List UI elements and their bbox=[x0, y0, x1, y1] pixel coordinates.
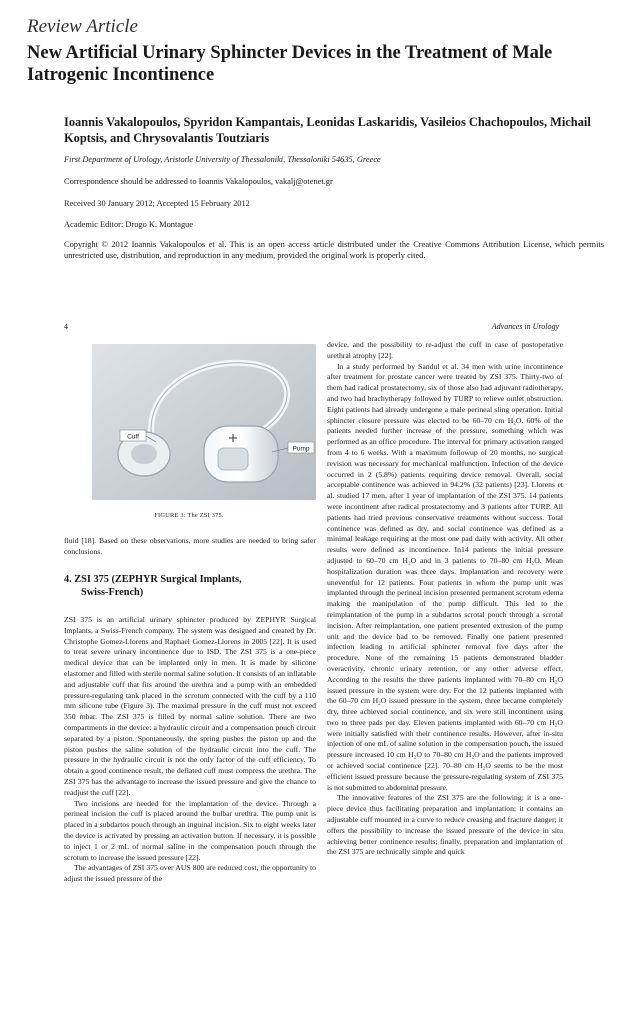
figure-caption bbox=[64, 512, 314, 519]
article-type: Review Article bbox=[27, 16, 138, 37]
left-column-body bbox=[64, 615, 316, 885]
figure-caption-label: FIGURE 3: bbox=[154, 512, 186, 519]
paragraph: ZSI 375 is an artificial urinary sphincter produced by ZEPHYR Surgical Implants, a Swiss-French company. The system was designed and created by Dr. Christophe Gomez-Llorens and Raphael Gomez-Llorens in 2005 [22]. It is used to treat severe urinary incontinence due to ISD. The ZSI 375 is a one-piece medical device that can be implanted only in men. It is made by silicone elastomer and filled with sterile normal saline solution. It consists of an inflatable and adjustable cuff that fits around the urethra and a pump with an embedded pressure-regulating tank placed in the scrotum connected with the cuff by a 110 mm silicone tube (Figure 3). The maximal pressure in the cuff must not exceed 350 mbar. The ZSI 375 is filled by normal saline solution. There are two compartments in the device: a hydraulic circuit and a compensation pouch circuit separated by a piston. Spontaneously, the spring pushes the piston up and the piston pushes the saline solution of the hydraulic circuit into the cuff. The pressure in the hydraulic circuit is not the only factor of the cuff efficiency. To obtain a good continence result, the deflated cuff must compress the urethra. The ZSI 375 has the advantage to increase the issued pressure and give the chance to readjust the cuff [22]. bbox=[64, 615, 316, 797]
section-heading-line1: 4. ZSI 375 (ZEPHYR Surgical Implants, bbox=[64, 574, 242, 585]
zsi-375-illustration bbox=[92, 344, 316, 500]
paragraph: The innovative features of the ZSI 375 are the following: it is a one-piece device thus facilitating preparation and implantation; it contains an adjustable cuff mounted in a curve to reduce creasing and fracture danger; it offers the possibility to increase the issued pressure of the device in situ achieving better continence results; finally, preparation and implantation of the ZSI 375 are technically simple and quick bbox=[327, 793, 563, 857]
page-number: 4 bbox=[64, 322, 68, 331]
paragraph: fluid [18]. Based on these observations, more studies are needed to bring safer conclusions. bbox=[64, 536, 316, 556]
paragraph: device, and the possibility to re-adjust the cuff in case of postoperative urethral atrophy [22]. bbox=[327, 340, 563, 360]
right-column-body bbox=[327, 340, 563, 858]
paragraph: Two incisions are needed for the implantation of the device. Through a perineal incision the cuff is placed around the bulbar urethra. The pump unit is placed in a subdartos pouch through an inguinal incision. Six to eight weeks later the device is activated by pressing an activation button. If necessary, it is possible to inject 1 or 2 mL of normal saline in the compensation pouch through the scrotum to increase the issued pressure [22]. bbox=[64, 798, 316, 862]
article-title: New Artificial Urinary Sphincter Devices in the Treatment of Male Iatrogenic Incontinence bbox=[27, 43, 553, 85]
author-list: Ioannis Vakalopoulos, Spyridon Kampantais, Leonidas Laskaridis, Vasileios Chachopoulos, Michail Koptsis, and Chrysovalantis Toutziaris bbox=[64, 115, 591, 145]
received-dates: Received 30 January 2012; Accepted 15 February 2012 bbox=[64, 199, 250, 208]
journal-name: Advances in Urology bbox=[491, 322, 559, 331]
copyright-notice: Copyright © 2012 Ioannis Vakalopoulos et al. This is an open access article distributed under the Creative Commons Attribution License, which permits unrestricted use, distribution, and reproduction in any medium, provided the original work is properly cited. bbox=[64, 240, 604, 260]
pump-label: Pump bbox=[292, 445, 310, 453]
figure-caption-text: The ZSI 375. bbox=[187, 512, 224, 519]
affiliation: First Department of Urology, Aristotle University of Thessaloniki, Thessaloniki 54635, Greece bbox=[64, 155, 381, 164]
section-heading bbox=[64, 573, 316, 599]
academic-editor: Academic Editor: Drogo K. Montague bbox=[64, 220, 194, 229]
paragraph: The advantages of ZSI 375 over AUS 800 are reduced cost, the opportunity to adjust the issued pressure of the bbox=[64, 863, 316, 884]
correspondence: Correspondence should be addressed to Ioannis Vakalopoulos, vakalj@otenet.gr bbox=[64, 177, 333, 186]
figure-device-photo bbox=[92, 344, 316, 500]
section-heading-line2: Swiss-French) bbox=[81, 587, 144, 598]
left-column-intro bbox=[64, 536, 316, 558]
cuff-label: Cuff bbox=[127, 433, 139, 441]
paragraph: In a study performed by Sandul et al. 34 men with urine incontinence after treatment for prostate cancer were treated by ZSI 375. Thirty-two of them had radical prostatectomy, six of those also had adjuvant radiotherapy, and two had brachytherapy followed by TURP to relieve outlet obstruction. Eight patients had already undergone a male perineal sling operation. Initial sphincter closure pressure was elected to be 60–70 cm H₂O. 60% of the patients needed further increase of the pressure, something which was performed as an office procedure. The interval for primary activation ranged from 4 to 6 weeks. With a maximum followup of 20 months, no surgical revision was necessary for mechanical malfunction. Infection of the device occurred in 2 (5.8%) patients requiring device removal. Overall, social acceptable continence was achieved in 94.2% (32 patients) [23]. Llorens et al. studied 17 men, after 1 year of implantation of the ZSI 375. 14 patients were incontinent after radical prostatectomy and 3 patients after TURP. All patients had tried previous conservative treatments without success. Total continence was defined as dry, and social continence was defined as a minimal leakage requiring at the most one pad daily with activity. All other results were defined as incontinence. In14 patients the initial pressure adjusted to 60–70 cm H₂O and in 3 patients to 70–80 cm H₂O. Mean hospitalization duration was three days. Implantation and recovery were uneventful for 12 patients. Four patients in whom the pump unit was implanted through the perineal incision presented permanent scrotum edema making the manipulation of the pump difficult. This led to the reimplantation of the pump in a subdartos scrotal pouch through a scrotal incision. After reimplantation, one patient presented extrusion of the pump unit and the device had to be removed. Finally one patient presented infection leading to artificial sphincter removal five days after the procedure. None of the remaining 15 patients demonstrated bladder overactivity, chronic urinary retention, or any other adverse effect. According to the results the three patients implanted with 70–80 cm H₂O issued pressure in the system were dry. For the 12 patients implanted with the 60–70 cm H₂O issued pressure in the system, three became completely dry, three achieved social continence, and six were still incontinent using two to three pads per day. Eleven patients implanted with 60–70 cm H₂O were initially satisfied with their continence results. However, after in-situ injection of one mL of saline solution in the compensation pouch, the issued pressure increased 10 cm H₂O to 70–80 cm H₂O and the patients improved or achieved social continence [22]. 70–80 cm H₂O seems to be the most efficient issued pressure because the pressure-regulating system of ZSI 375 is not submitted to abdominal pressure. bbox=[327, 361, 563, 792]
